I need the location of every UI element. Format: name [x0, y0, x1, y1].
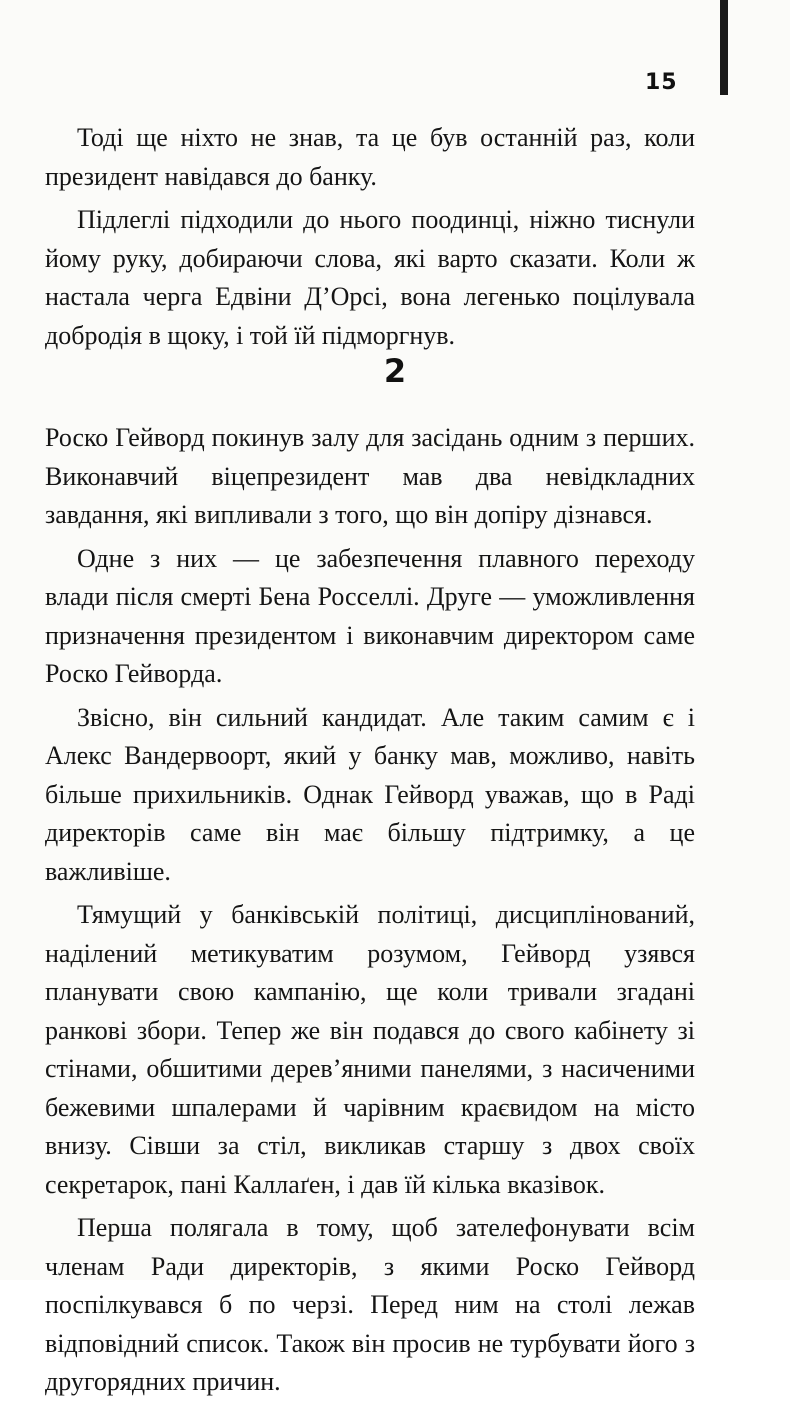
page-number: 15: [645, 70, 678, 95]
paragraph: Одне з них — це забезпечення плавного переходу влади після смерті Бена Росселлі. Друге — уможливлення призначення президентом і виконавчим директором саме Роско Гейворда.: [45, 543, 695, 688]
paragraph: Перша полягала в тому, щоб зателефонувати всім членам Ради директорів, з якими Роско Гейворд поспілкувався б по черзі. Перед ним на столі лежав відповідний список. Також він просив не турбувати його з другорядних причин.: [45, 1213, 695, 1396]
text-block-chapter: [45, 419, 695, 1402]
paragraph: Роско Гейворд покинув залу для засідань одним з перших. Виконавчий віцепрезидент мав два невідкладних завдання, які випливали з того, що він допіру дізнався.: [45, 423, 695, 529]
chapter-number: 2: [383, 352, 407, 390]
page-edge-shadow: [720, 0, 728, 95]
text-block-before-chapter: [45, 119, 695, 355]
paragraph: Тоді ще ніхто не знав, та це був останній раз, коли президент навідався до банку.: [45, 123, 695, 191]
paragraph: Підлеглі підходили до нього поодинці, ніжно тиснули йому руку, добираючи слова, які варто сказати. Коли ж настала черга Едвіни Д’Орсі, вона легенько поцілувала добродія в щоку, і той їй підморгнув.: [45, 205, 695, 350]
paragraph: Тямущий у банківській політиці, дисциплінований, наділений метикуватим розумом, Гейворд узявся планувати свою кампанію, ще коли тривали згадані ранкові збори. Тепер же він подався до свого кабінету зі стінами, обшитими дерев’яними панелями, з насиченими бежевими шпалерами й чарівним краєвидом на місто внизу. Сівши за стіл, викликав старшу з двох своїх секретарок, пані Каллаґен, і дав їй кілька вказівок.: [45, 900, 695, 1199]
paragraph: Звісно, він сильний кандидат. Але таким самим є і Алекс Вандервоорт, який у банку мав, можливо, навіть більше прихильників. Однак Гейворд уважав, що в Раді директорів саме він має більшу підтримку, а це важливіше.: [45, 702, 695, 886]
